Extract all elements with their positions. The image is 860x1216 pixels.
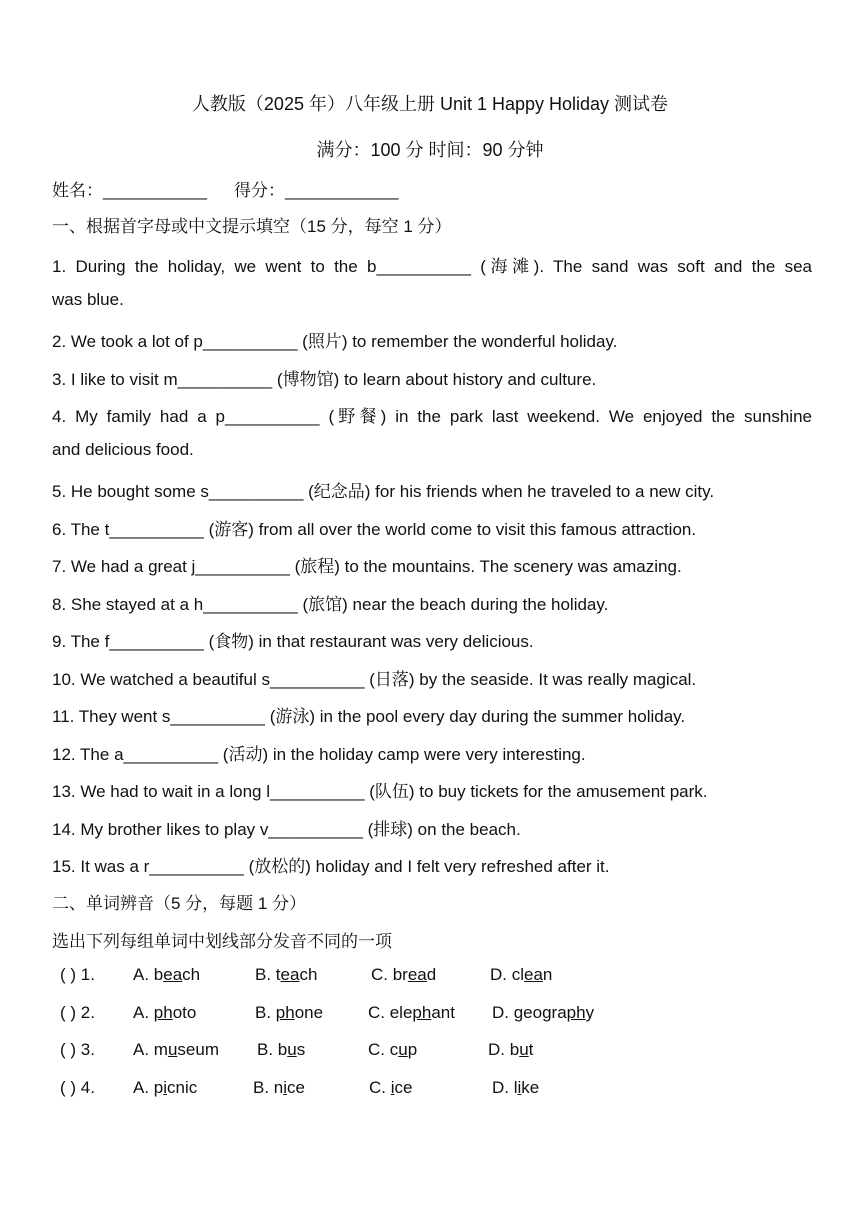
q2-option-a: A. photo (133, 1003, 197, 1022)
q2-option-b: B. phone (255, 1003, 324, 1022)
question-5: 5. He bought some s__________ (纪念品) for his friends when he traveled to a new city. (52, 482, 715, 501)
question-1-line-2: was blue. (52, 290, 124, 309)
answer-bracket-3: ( ) 3. (60, 1040, 95, 1059)
question-6: 6. The t__________ (游客) from all over the world come to visit this famous attraction. (52, 520, 697, 539)
question-13: 13. We had to wait in a long l__________ (队伍) to buy tickets for the amusement park. (52, 782, 708, 801)
question-1-line-1: 1. During the holiday, we went to the b__________ (海滩). The sand was soft and the sea (52, 257, 812, 276)
section2-heading: 二、单词辨音（5 分，每题 1 分） (52, 894, 307, 913)
question-9: 9. The f__________ (食物) in that restaurant was very delicious. (52, 632, 534, 651)
q1-option-c: C. bread (371, 965, 437, 984)
name-field: 姓名：___________ (52, 181, 208, 200)
question-10: 10. We watched a beautiful s__________ (日落) by the seaside. It was really magical. (52, 670, 697, 689)
page-title: 人教版（2025 年）八年级上册 Unit 1 Happy Holiday 测试卷 (191, 94, 669, 114)
question-7: 7. We had a great j__________ (旅程) to the mountains. The scenery was amazing. (52, 557, 682, 576)
score-field: 得分：____________ (234, 181, 399, 200)
q2-option-c: C. elephant (368, 1003, 455, 1022)
score-time-line: 满分：100 分 时间：90 分钟 (316, 140, 544, 160)
q3-option-c: C. cup (368, 1040, 418, 1059)
q1-option-d: D. clean (490, 965, 553, 984)
question-11: 11. They went s__________ (游泳) in the pool every day during the summer holiday. (52, 707, 686, 726)
question-12: 12. The a__________ (活动) in the holiday camp were very interesting. (52, 745, 586, 764)
q1-option-b: B. teach (255, 965, 318, 984)
q4-option-a: A. picnic (133, 1078, 198, 1097)
answer-bracket-1: ( ) 1. (60, 965, 95, 984)
question-14: 14. My brother likes to play v__________ (排球) on the beach. (52, 820, 521, 839)
q4-option-c: C. ice (369, 1078, 413, 1097)
q3-option-b: B. bus (257, 1040, 306, 1059)
answer-bracket-2: ( ) 2. (60, 1003, 95, 1022)
section1-heading: 一、根据首字母或中文提示填空（15 分，每空 1 分） (52, 217, 452, 236)
question-3: 3. I like to visit m__________ (博物馆) to learn about history and culture. (52, 370, 597, 389)
question-15: 15. It was a r__________ (放松的) holiday and I felt very refreshed after it. (52, 857, 610, 876)
question-4-line-1: 4. My family had a p__________ (野餐) in the park last weekend. We enjoyed the sunshine (52, 407, 812, 426)
q2-option-d: D. geography (492, 1003, 595, 1022)
q3-option-a: A. museum (133, 1040, 219, 1059)
answer-bracket-4: ( ) 4. (60, 1078, 95, 1097)
question-4-line-2: and delicious food. (52, 440, 194, 459)
question-2: 2. We took a lot of p__________ (照片) to remember the wonderful holiday. (52, 332, 618, 351)
q1-option-a: A. beach (133, 965, 201, 984)
q4-option-d: D. like (492, 1078, 540, 1097)
section2-instruction: 选出下列每组单词中划线部分发音不同的一项 (52, 932, 392, 951)
q4-option-b: B. nice (253, 1078, 305, 1097)
question-8: 8. She stayed at a h__________ (旅馆) near the beach during the holiday. (52, 595, 609, 614)
q3-option-d: D. but (488, 1040, 534, 1059)
